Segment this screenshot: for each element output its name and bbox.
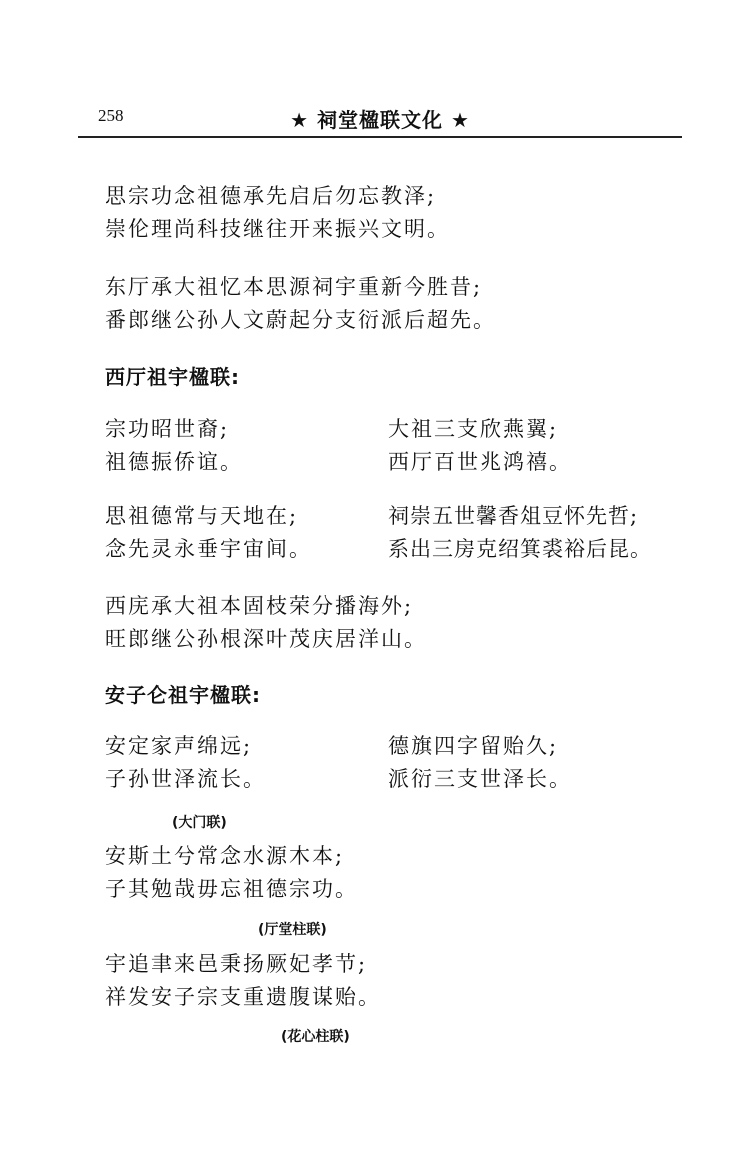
couplet-line: 宇追聿来邑秉扬厥妃孝节; xyxy=(105,952,368,976)
couplet-line: 子其勉哉毋忘祖德宗功。 xyxy=(105,877,358,901)
couplet-line: 安定家声绵远; xyxy=(105,734,253,758)
couplet-hall xyxy=(105,840,358,906)
section-heading-xiting: 西厅祖宇楹联: xyxy=(105,365,240,389)
page-number: 258 xyxy=(98,106,124,125)
header-rule xyxy=(78,136,682,138)
couplet-line: 思宗功念祖德承先启后勿忘教泽; xyxy=(105,184,437,208)
couplet-line: 思祖德常与天地在; xyxy=(105,504,299,528)
couplet-line: 旺郎继公孙根深叶茂庆居洋山。 xyxy=(105,627,427,651)
couplet-line: 祥发安子宗支重遗腹谋贻。 xyxy=(105,985,381,1009)
couplet-line: 西厅百世兆鸿禧。 xyxy=(388,450,572,474)
couplet-line: 子孙世泽流长。 xyxy=(105,767,266,791)
note-main-gate: (大门联) xyxy=(172,815,227,831)
couplet-xiwu xyxy=(105,590,427,656)
couplet-line: 派衍三支世泽长。 xyxy=(388,767,572,791)
pair-2-left xyxy=(105,500,312,566)
couplet-line: 番郎继公孙人文蔚起分支衍派后超先。 xyxy=(105,308,496,332)
couplet-line: 安斯土兮常念水源木本; xyxy=(105,844,345,868)
couplet-2 xyxy=(105,271,496,337)
couplet-line: 西庑承大祖本固枝荣分播海外; xyxy=(105,594,414,618)
pair-3-right xyxy=(388,730,572,796)
couplet-line: 崇伦理尚科技继往开来振兴文明。 xyxy=(105,217,450,241)
couplet-line: 祠崇五世馨香俎豆怀先哲; xyxy=(388,504,639,528)
running-title: ★ 祠堂楹联文化 ★ xyxy=(290,108,470,132)
couplet-line: 大祖三支欣燕翼; xyxy=(388,417,559,441)
couplet-line: 祖德振侨谊。 xyxy=(105,450,243,474)
section-heading-anzilun: 安子仑祖宇楹联: xyxy=(105,683,261,707)
couplet-line: 系出三房克绍箕裘裕后昆。 xyxy=(388,537,652,561)
pair-1-right xyxy=(388,413,572,479)
couplet-flower xyxy=(105,948,381,1014)
pair-1-left xyxy=(105,413,243,479)
couplet-line: 念先灵永垂宇宙间。 xyxy=(105,537,312,561)
couplet-line: 宗功昭世裔; xyxy=(105,417,230,441)
note-hall-pillar: (厅堂柱联) xyxy=(258,922,327,938)
couplet-line: 东厅承大祖忆本思源祠宇重新今胜昔; xyxy=(105,275,483,299)
couplet-line: 德旗四字留贻久; xyxy=(388,734,559,758)
couplet-1 xyxy=(105,180,450,246)
pair-3-left xyxy=(105,730,266,796)
note-flower-pillar: (花心柱联) xyxy=(281,1029,350,1045)
page-header xyxy=(78,104,682,134)
pair-2-right xyxy=(388,500,652,566)
